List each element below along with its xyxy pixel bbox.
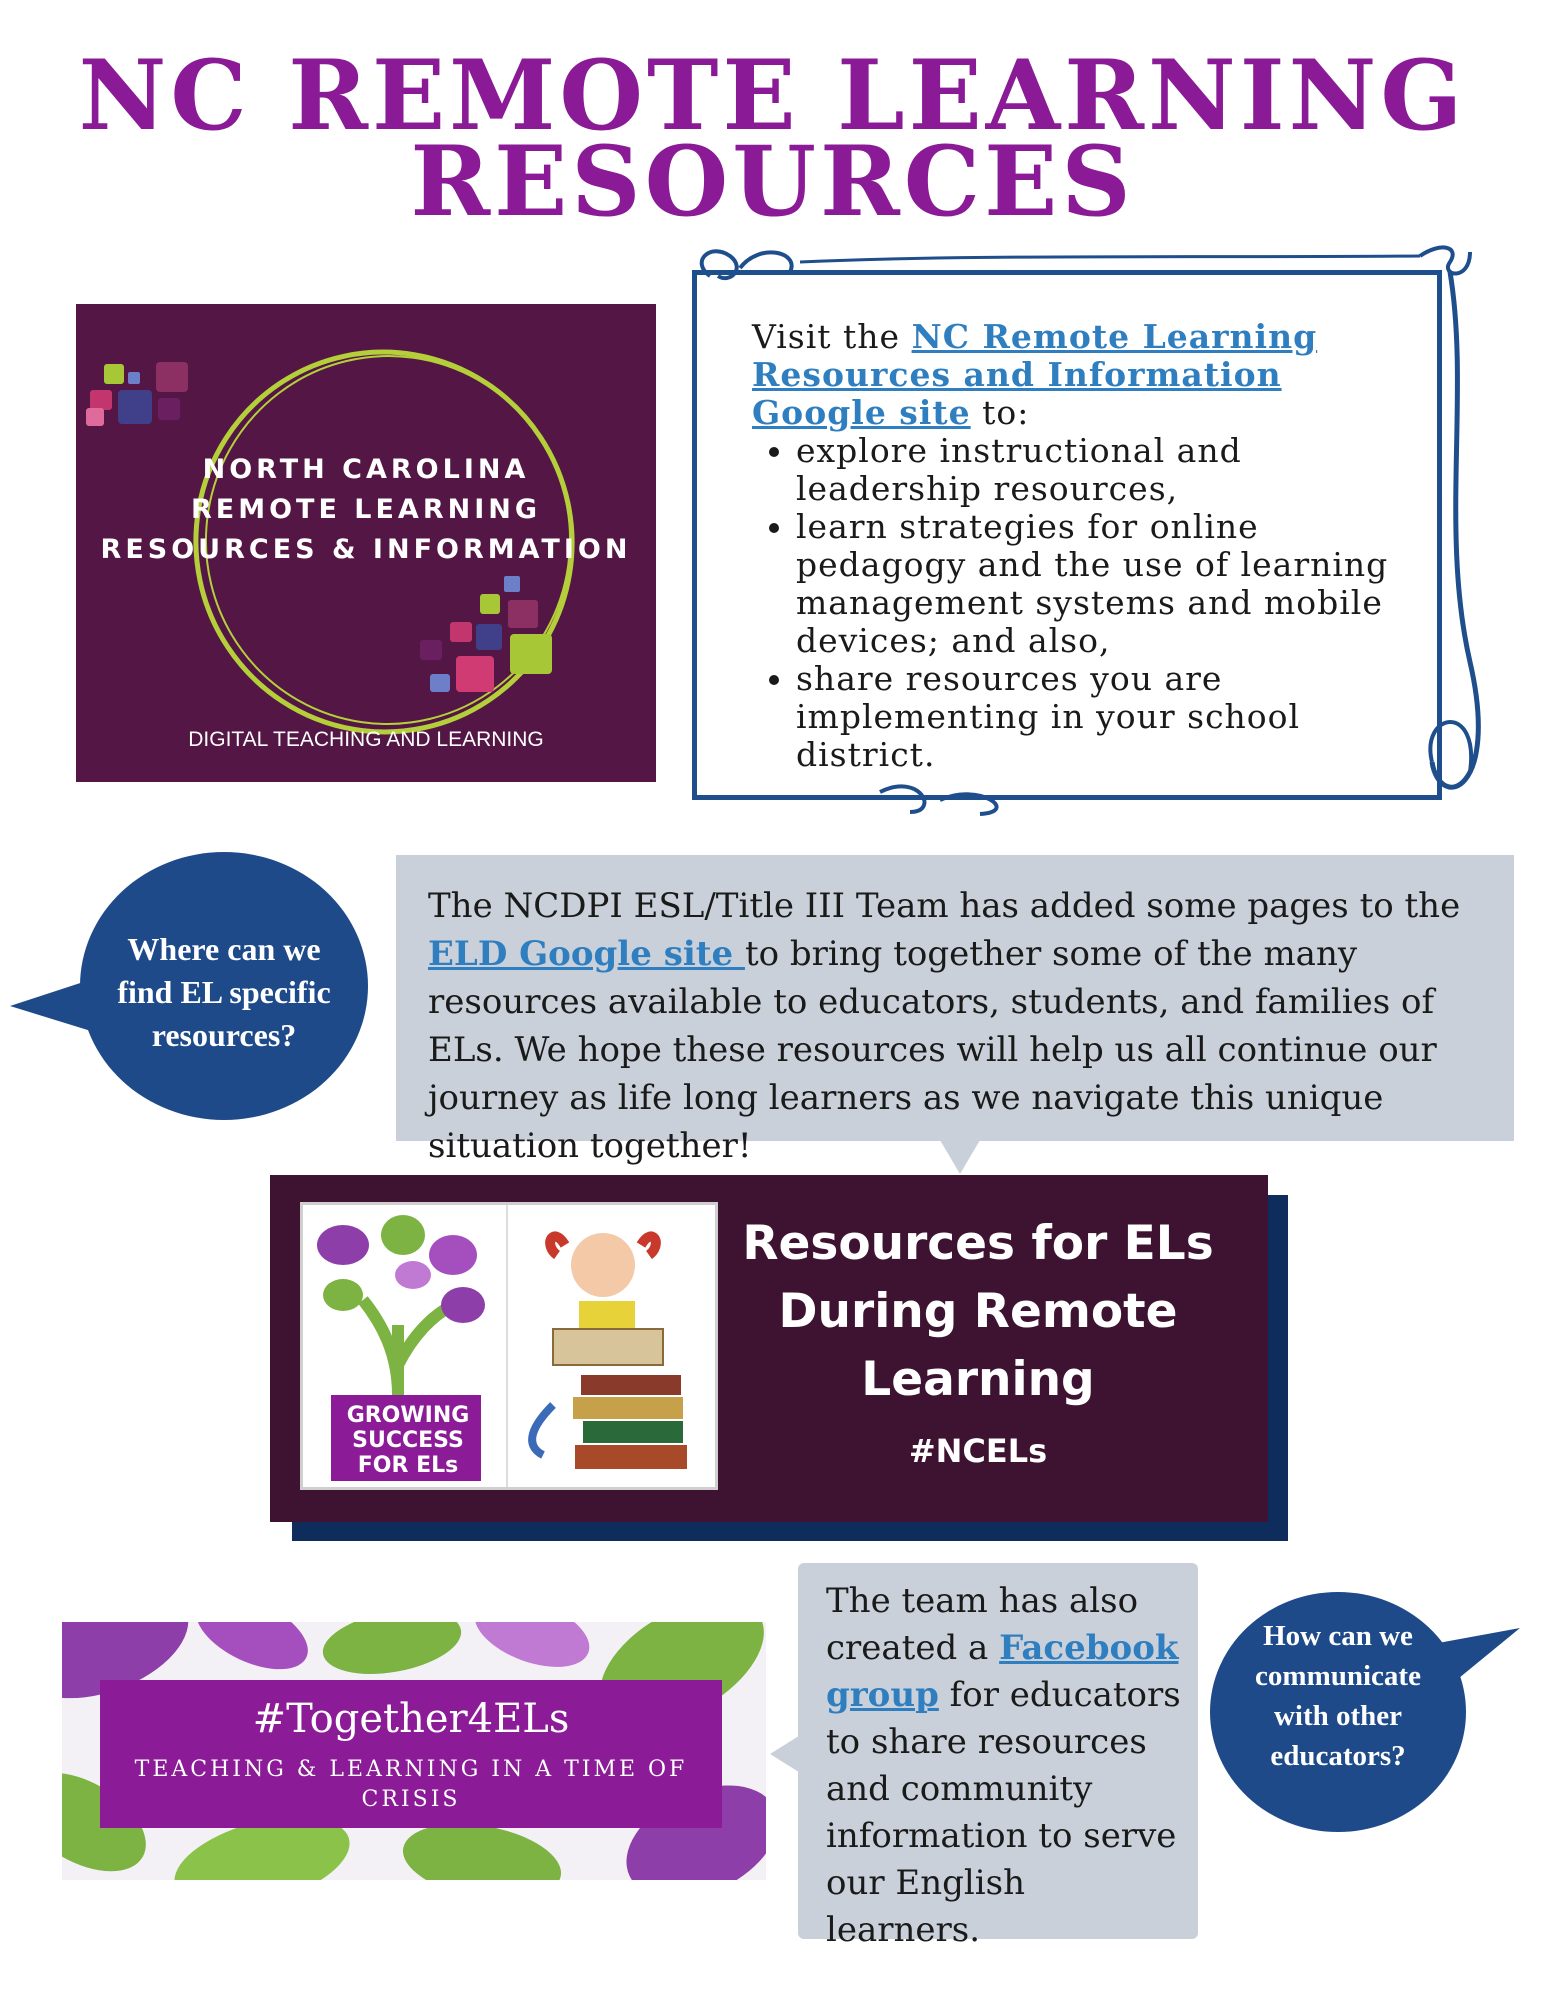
question-bubble-el-resources <box>80 852 368 1120</box>
site-bullet-1: • explore instructional and leadership resources, <box>796 432 1402 508</box>
facebook-prefix: The team has also created a <box>826 1581 1139 1668</box>
banner-hashtag: #NCELs <box>908 1432 1048 1470</box>
banner-title: Resources for ELs During Remote Learning <box>742 1216 1214 1407</box>
site-info-text <box>752 318 1402 774</box>
logo-line3: RESOURCES & INFORMATION <box>100 534 632 565</box>
page-title-line2: RESOURCES <box>410 125 1135 238</box>
bubble-right-text: How can we communicate with other educators? <box>1255 1620 1421 1772</box>
site-bullet-3: • share resources you are implementing in your school district. <box>796 660 1402 774</box>
eld-suffix: to bring together some of the many resources available to educators, students, and families of ELs. We hope these resources will help us all continue our journey as life long learners as we navigate this unique situation together! <box>428 934 1437 1166</box>
nc-remote-learning-logo[interactable] <box>76 304 656 782</box>
logo-line1: NORTH CAROLINA <box>202 454 530 485</box>
site-intro-suffix: to: <box>970 393 1030 432</box>
facebook-info-text <box>826 1578 1186 1954</box>
banner-illustration <box>300 1202 718 1490</box>
site-bullet-list <box>752 432 1402 774</box>
facebook-suffix: for educators to share resources and community information to serve our English learners. <box>826 1675 1181 1950</box>
logo-subtitle: DIGITAL TEACHING AND LEARNING <box>188 728 544 751</box>
eld-google-site-link[interactable]: ELD Google site <box>428 934 745 974</box>
together4els-title: #Together4ELs <box>252 1696 570 1742</box>
nc-google-site-link[interactable]: NC Remote Learning Resources and Information Google site <box>752 317 1318 432</box>
site-bullet-2: • learn strategies for online pedagogy and the use of learning management systems and mobile devices; and also, <box>796 508 1402 660</box>
question-bubble-communicate <box>1210 1592 1466 1832</box>
growing-success-logo-text: GROWING SUCCESS FOR ELs <box>346 1403 470 1478</box>
logo-line2: REMOTE LEARNING <box>190 494 542 525</box>
eld-prefix: The NCDPI ESL/Title III Team has added some pages to the <box>428 886 1461 926</box>
page-title-line1: NC REMOTE LEARNING <box>78 39 1467 152</box>
eld-info-text <box>428 882 1508 1170</box>
facebook-group-link[interactable]: Facebook group <box>826 1628 1179 1715</box>
site-intro-prefix: Visit the <box>752 317 912 356</box>
together4els-subtitle: TEACHING & LEARNING IN A TIME OF CRISIS <box>134 1757 688 1812</box>
bubble-left-text: Where can we find EL specific resources? <box>117 931 331 1053</box>
